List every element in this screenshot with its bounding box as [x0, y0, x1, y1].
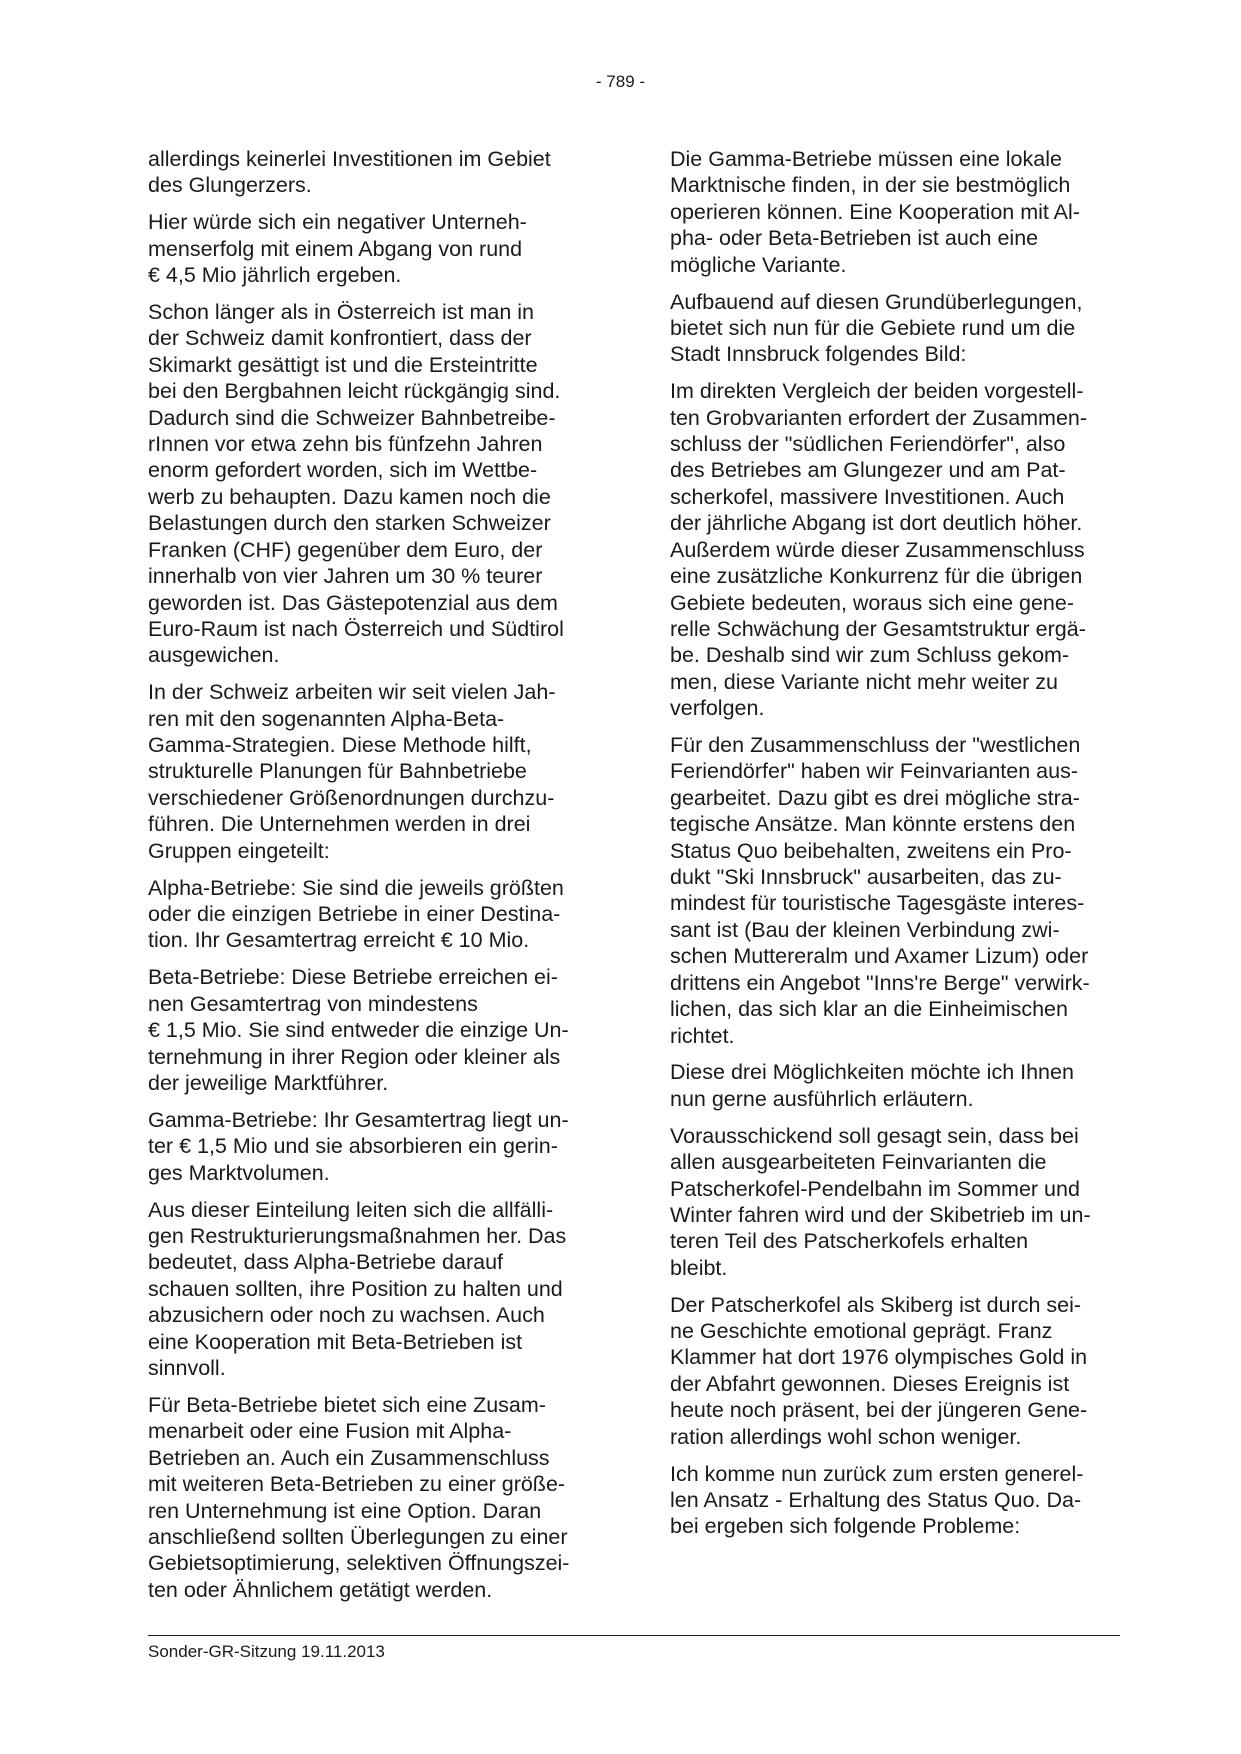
paragraph: Alpha-Betriebe: Sie sind die jeweils größten oder die einzigen Betriebe in einer Destina- tion. Ihr Gesamtertrag erreicht € 10 Mio. — [148, 875, 564, 953]
paragraph: Die Gamma-Betriebe müssen eine lokale Marktnische finden, in der sie bestmöglich operieren können. Eine Kooperation mit Al- pha- oder Beta-Betrieben ist auch eine mögliche Variante. — [670, 147, 1080, 277]
footer-divider — [148, 1635, 1120, 1636]
paragraph: Aufbauend auf diesen Grundüberlegungen, bietet sich nun für die Gebiete rund um die Stadt Innsbruck folgendes Bild: — [670, 289, 1083, 367]
paragraph: Aus dieser Einteilung leiten sich die allfälli- gen Restrukturierungsmaßnahmen her. Das bedeutet, dass Alpha-Betriebe darauf schauen sollten, ihre Position zu halten und abzusichern oder noch zu wachsen. Auch eine Kooperation mit Beta-Betrieben ist sinnvoll. — [148, 1197, 567, 1380]
footer-session-label: Sonder-GR-Sitzung 19.11.2013 — [148, 1642, 385, 1661]
paragraph: Hier würde sich ein negativer Unterneh- menserfolg mit einem Abgang von rund € 4,5 Mio jährlich ergeben. — [148, 210, 527, 288]
paragraph: Der Patscherkofel als Skiberg ist durch sei- ne Geschichte emotional geprägt. Franz Klammer hat dort 1976 olympisches Gold in der Abfahrt gewonnen. Dieses Ereignis ist heute noch präsent, bei der jüngeren Gene- ration allerdings wohl schon weniger. — [670, 1292, 1088, 1449]
paragraph: Schon länger als in Österreich ist man in der Schweiz damit konfrontiert, dass der Skimarkt gesättigt ist und die Ersteintritte bei den Bergbahnen leicht rückgängig sind. Dadurch sind die Schweizer Bahnbetreibe- rInnen vor etwa zehn bis fünfzehn Jahren enorm gefordert worden, sich im Wettbe- werb zu behaupten. Dazu kamen noch die Belastungen durch den starken Schweizer Franken (CHF) gegenüber dem Euro, der innerhalb von vier Jahren um 30 % teurer geworden ist. Das Gästepotenzial aus dem Euro-Raum ist nach Österreich und Südtirol ausgewichen. — [148, 300, 564, 668]
page-number: - 789 - — [595, 72, 646, 91]
right-column — [670, 146, 1130, 1550]
paragraph: Beta-Betriebe: Diese Betriebe erreichen ei- nen Gesamtertrag von mindestens € 1,5 Mio. Sie sind entweder die einzige Un- ternehmung in ihrer Region oder kleiner als der jeweilige Marktführer. — [148, 965, 569, 1095]
paragraph: Diese drei Möglichkeiten möchte ich Ihnen nun gerne ausführlich erläutern. — [670, 1060, 1074, 1111]
paragraph: Vorausschickend soll gesagt sein, dass bei allen ausgearbeiteten Feinvarianten die Patscherkofel-Pendelbahn im Sommer und Winter fahren wird und der Skibetrieb im un- teren Teil des Patscherkofels erhalten bleibt. — [670, 1123, 1091, 1280]
left-column — [148, 146, 608, 1614]
paragraph: Für den Zusammenschluss der "westlichen Feriendörfer" haben wir Feinvarianten aus- gearbeitet. Dazu gibt es drei mögliche stra- tegische Ansätze. Man könnte erstens den Status Quo beibehalten, zweitens ein Pro- dukt "Ski Innsbruck" ausarbeiten, das zu- mindest für touristische Tagesgäste interes- sant ist (Bau der kleinen Verbindung zwi- schen Muttereralm und Axamer Lizum) oder drittens ein Angebot "Inns're Berge" verwirk- lichen, das sich klar an die Einheimischen richtet. — [670, 733, 1090, 1048]
paragraph: In der Schweiz arbeiten wir seit vielen Jah- ren mit den sogenannten Alpha-Beta- Gamma-Strategien. Diese Methode hilft, strukturelle Planungen für Bahnbetriebe verschiedener Größenordnungen durchzu- führen. Die Unternehmen werden in drei Gruppen eingeteilt: — [148, 680, 556, 863]
paragraph: Gamma-Betriebe: Ihr Gesamtertrag liegt un- ter € 1,5 Mio und sie absorbieren ein gerin- ges Marktvolumen. — [148, 1107, 569, 1185]
paragraph: Für Beta-Betriebe bietet sich eine Zusam- menarbeit oder eine Fusion mit Alpha- Betrieben an. Auch ein Zusammenschluss mit weiteren Beta-Betrieben zu einer größe- ren Unternehmung ist eine Option. Daran anschließend sollten Überlegungen zu einer Gebietsoptimierung, selektiven Öffnungszei- ten oder Ähnlichem getätigt werden. — [148, 1392, 570, 1602]
paragraph: Im direkten Vergleich der beiden vorgestell- ten Grobvarianten erfordert der Zusammen- schluss der "südlichen Feriendörfer", also des Betriebes am Glungezer und am Pat- scherkofel, massivere Investitionen. Auch der jährliche Abgang ist dort deutlich höher. Außerdem würde dieser Zusammenschluss eine zusätzliche Konkurrenz für die übrigen Gebiete bedeuten, woraus sich eine gene- relle Schwächung der Gesamtstruktur ergä- be. Deshalb sind wir zum Schluss gekom- men, diese Variante nicht mehr weiter zu verfolgen. — [670, 379, 1088, 721]
paragraph: allerdings keinerlei Investitionen im Gebiet des Glungerzers. — [148, 147, 551, 198]
paragraph: Ich komme nun zurück zum ersten generel- len Ansatz - Erhaltung des Status Quo. Da- bei ergeben sich folgende Probleme: — [670, 1461, 1084, 1539]
